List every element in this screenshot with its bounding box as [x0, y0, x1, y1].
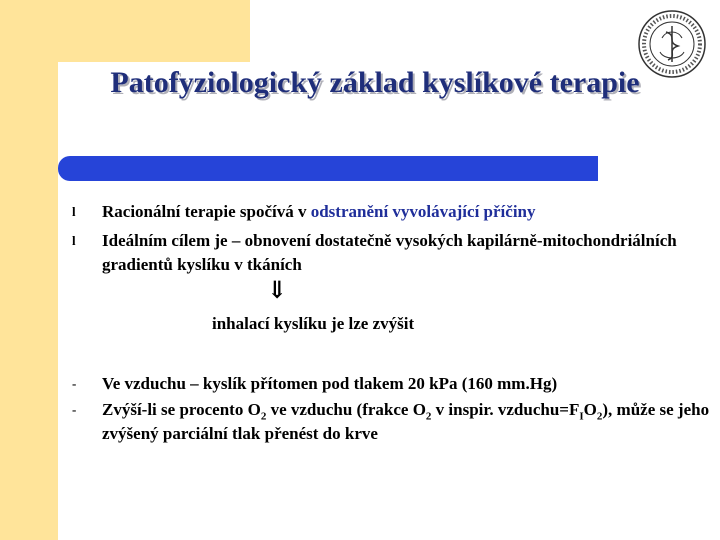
top-decor-band: [0, 0, 250, 62]
down-arrow-icon: ⇓: [267, 278, 288, 304]
bullet-marker: l: [72, 233, 76, 248]
dash-marker: -: [72, 402, 77, 417]
dash-marker: -: [72, 376, 77, 391]
dash-text: Ve vzduchu – kyslík přítomen pod tlakem 20 kPa (160 mm.Hg): [102, 374, 558, 393]
dash-text: Zvýší-li se procento $O_2$ ve vzduchu (frakce $O_2$ v inspir. $vzduchu=F_IO_2$), může se jeho zvýšený parciální tlak přenést do krve: [102, 400, 710, 443]
bullet-text: Racionální terapie spočívá v odstranění vyvolávající příčiny: [102, 202, 536, 221]
page-title: Patofyziologický základ kyslíkové terapie: [110, 66, 640, 99]
bullet-marker: l: [72, 204, 76, 219]
title-underline-bar: [58, 156, 598, 181]
content-panel: [58, 62, 720, 540]
conclusion-text: inhalací kyslíku je lze zvýšit: [212, 314, 415, 333]
highlight-text: odstranění vyvolávající příčiny: [310, 202, 536, 221]
bullet-text: Ideálním cílem je – obnovení dostatečně vysokých kapilárně-mitochondriálních gradientů kyslíku v tkáních: [102, 231, 677, 274]
left-decor-band: [0, 0, 58, 540]
